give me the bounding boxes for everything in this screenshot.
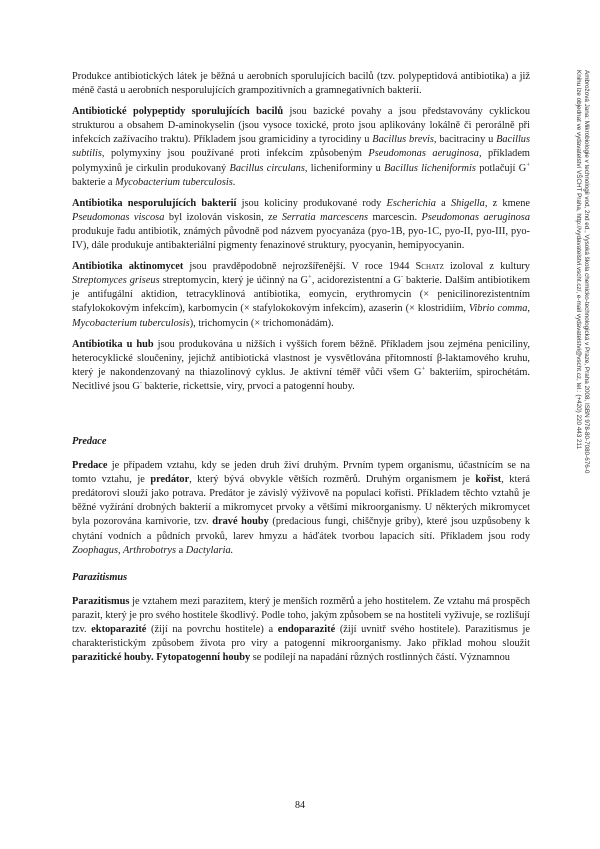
sidebar-citation-line: Ambrožová Jana: Mikrobiologie v technologii vod, 2nd ed., Vysoká škola chemicko-technologická v Praze, Praha 2008, ISBN 978-80-7080-676-0 (583, 70, 590, 474)
section-heading-predace: Predace (72, 435, 107, 447)
paragraph-antibiotic-polypeptides: Antibiotické polypeptidy sporulujících bacilů jsou bazické povahy a jsou představovány cyklickou strukturou a obsahem D-aminokyselin (jsou vysoce toxické, proto jsou aplikovány lokálně či perorálně při infekcích zažívacího traktu). Příkladem jsou gramicidiny a tyrocidiny u Bacillus brevis, bacitraciny u Bacillus subtilis, polymyxiny jsou používané proti infekcím způsobeným Pseudomonas aeruginosa, příkladem polymyxinů je cirkulin produkovaný Bacillus circulans, licheniforminy u Bacillus licheniformis potlačují G+ bakterie a Mycobacterium tuberculosis. (72, 106, 531, 188)
paragraph-parazitismus: Parazitismus je vztahem mezi parazitem, který je menších rozměrů a jeho hostitelem. Ze vztahu má prospěch parazit, který je pro svého hostitele škodlivý. Podle toho, jakým způsobem se na hostiteli vyživuje, se rozlišují tzv. ektoparazité (žijí na povrchu hostitele) a endoparazité (žijí uvnitř svého hostitele). Parazitismus je charakteristickým způsobem života pro viry a patogenní mikroorganismy. Jako příklad mohou sloužit parazitické houby. Fytopatogenní houby se podílejí na napadání různých rostlinných částí. Významnou (72, 595, 530, 664)
paragraph-nonsporulating-antibiotics: Antibiotika nesporulujících bakterií jsou koliciny produkované rody Escherichia a Shigella, z kmene Pseudomonas viscosa byl izolován viskosin, ze Serratia marcescens marcescin. Pseudomonas aeruginosa produkuje řadu antibiotik, známých původně pod názvem pyocyanáza (pyo-1B, pyo-1C, pyo-II, pyo-III, pyo-IV), dále produkuje antibakteriální pigmenty fenazinové struktury, pyocyanin, hemipyocyanin. (72, 197, 531, 252)
paragraph-predace: Predace je případem vztahu, kdy se jeden druh živí druhým. Prvním typem organismu, účastnícím se na tomto vztahu, je predátor, který bývá obvykle větších rozměrů. Druhým organismem je kořist, která predátorovi slouží jako potrava. Predátor je závislý výživově na populaci kořisti. Příkladem těchto vztahů je běžné vyžírání drobných bakterií a mikromycet prvoky a většími mikroorganismy. U některých mikromycet byla pozorována karnivorie, tzv. dravé houby (predacious fungi, chiščnyje griby), které jsou uzpůsobeny k chytání vodních a půdních prvoků, larev hmyzu a háďátek tvorbou lapacích sítí. Příkladem jsou rody Zoophagus, Arthrobotrys a Dactylaria. (72, 460, 531, 556)
paragraph-fungal-antibiotics: Antibiotika u hub jsou produkována u nižších i vyšších forem běžně. Příkladem jsou zejména peniciliny, heterocyklické sloučeniny, jejichž antibiotická vlastnost je vysvětlována přítomností β-laktamového kruhu, který je nakondenzovaný na thiazolinový cyklus. Je aktivní téměř vůči všem G+ bakteriím, spirochétám. Necitlivé jsou G- bakterie, rickettsie, viry, prvoci a patogenní houby. (72, 338, 530, 392)
page-number: 84 (295, 800, 305, 811)
page-body (72, 70, 530, 672)
paragraph-intro: Produkce antibiotických látek je běžná u aerobních sporulujících bacilů (tzv. polypeptidová antibiotika) a již méně častá u aerobních nesporulujících grampozitivních a gramnegativních bakterií. (72, 71, 530, 97)
section-heading-parazitismus: Parazitismus (72, 571, 128, 583)
copyright-sidebar (572, 70, 590, 550)
sidebar-order-line: Knihu lze objednat ve vydavatelství VŠCHT Praha, http://vydavatelstvi.vscht.cz/, e-mail vydavatelstvi@vscht.cz, tel.: (+420) 220 443 211 (575, 70, 582, 450)
paragraph-actinomycete-antibiotics: Antibiotika aktinomycet jsou pravděpodobně nejrozšířenější. V roce 1944 Schatz izoloval z kultury Streptomyces griseus streptomycin, který je účinný na G+, acidorezistentní a G- bakterie. Dalším antibiotikem je antifugální aktidion, tetracyklinová antibiotika, eomycin, erythromycin (× penicilinorezistentním stafylokokovým infekcím), karbomycin (× stafylokokovým infekcím), azaserin (× klostridiím, Vibrio comma, Mycobacterium tuberculosis), trichomycin (× trichomonádám). (72, 261, 530, 329)
